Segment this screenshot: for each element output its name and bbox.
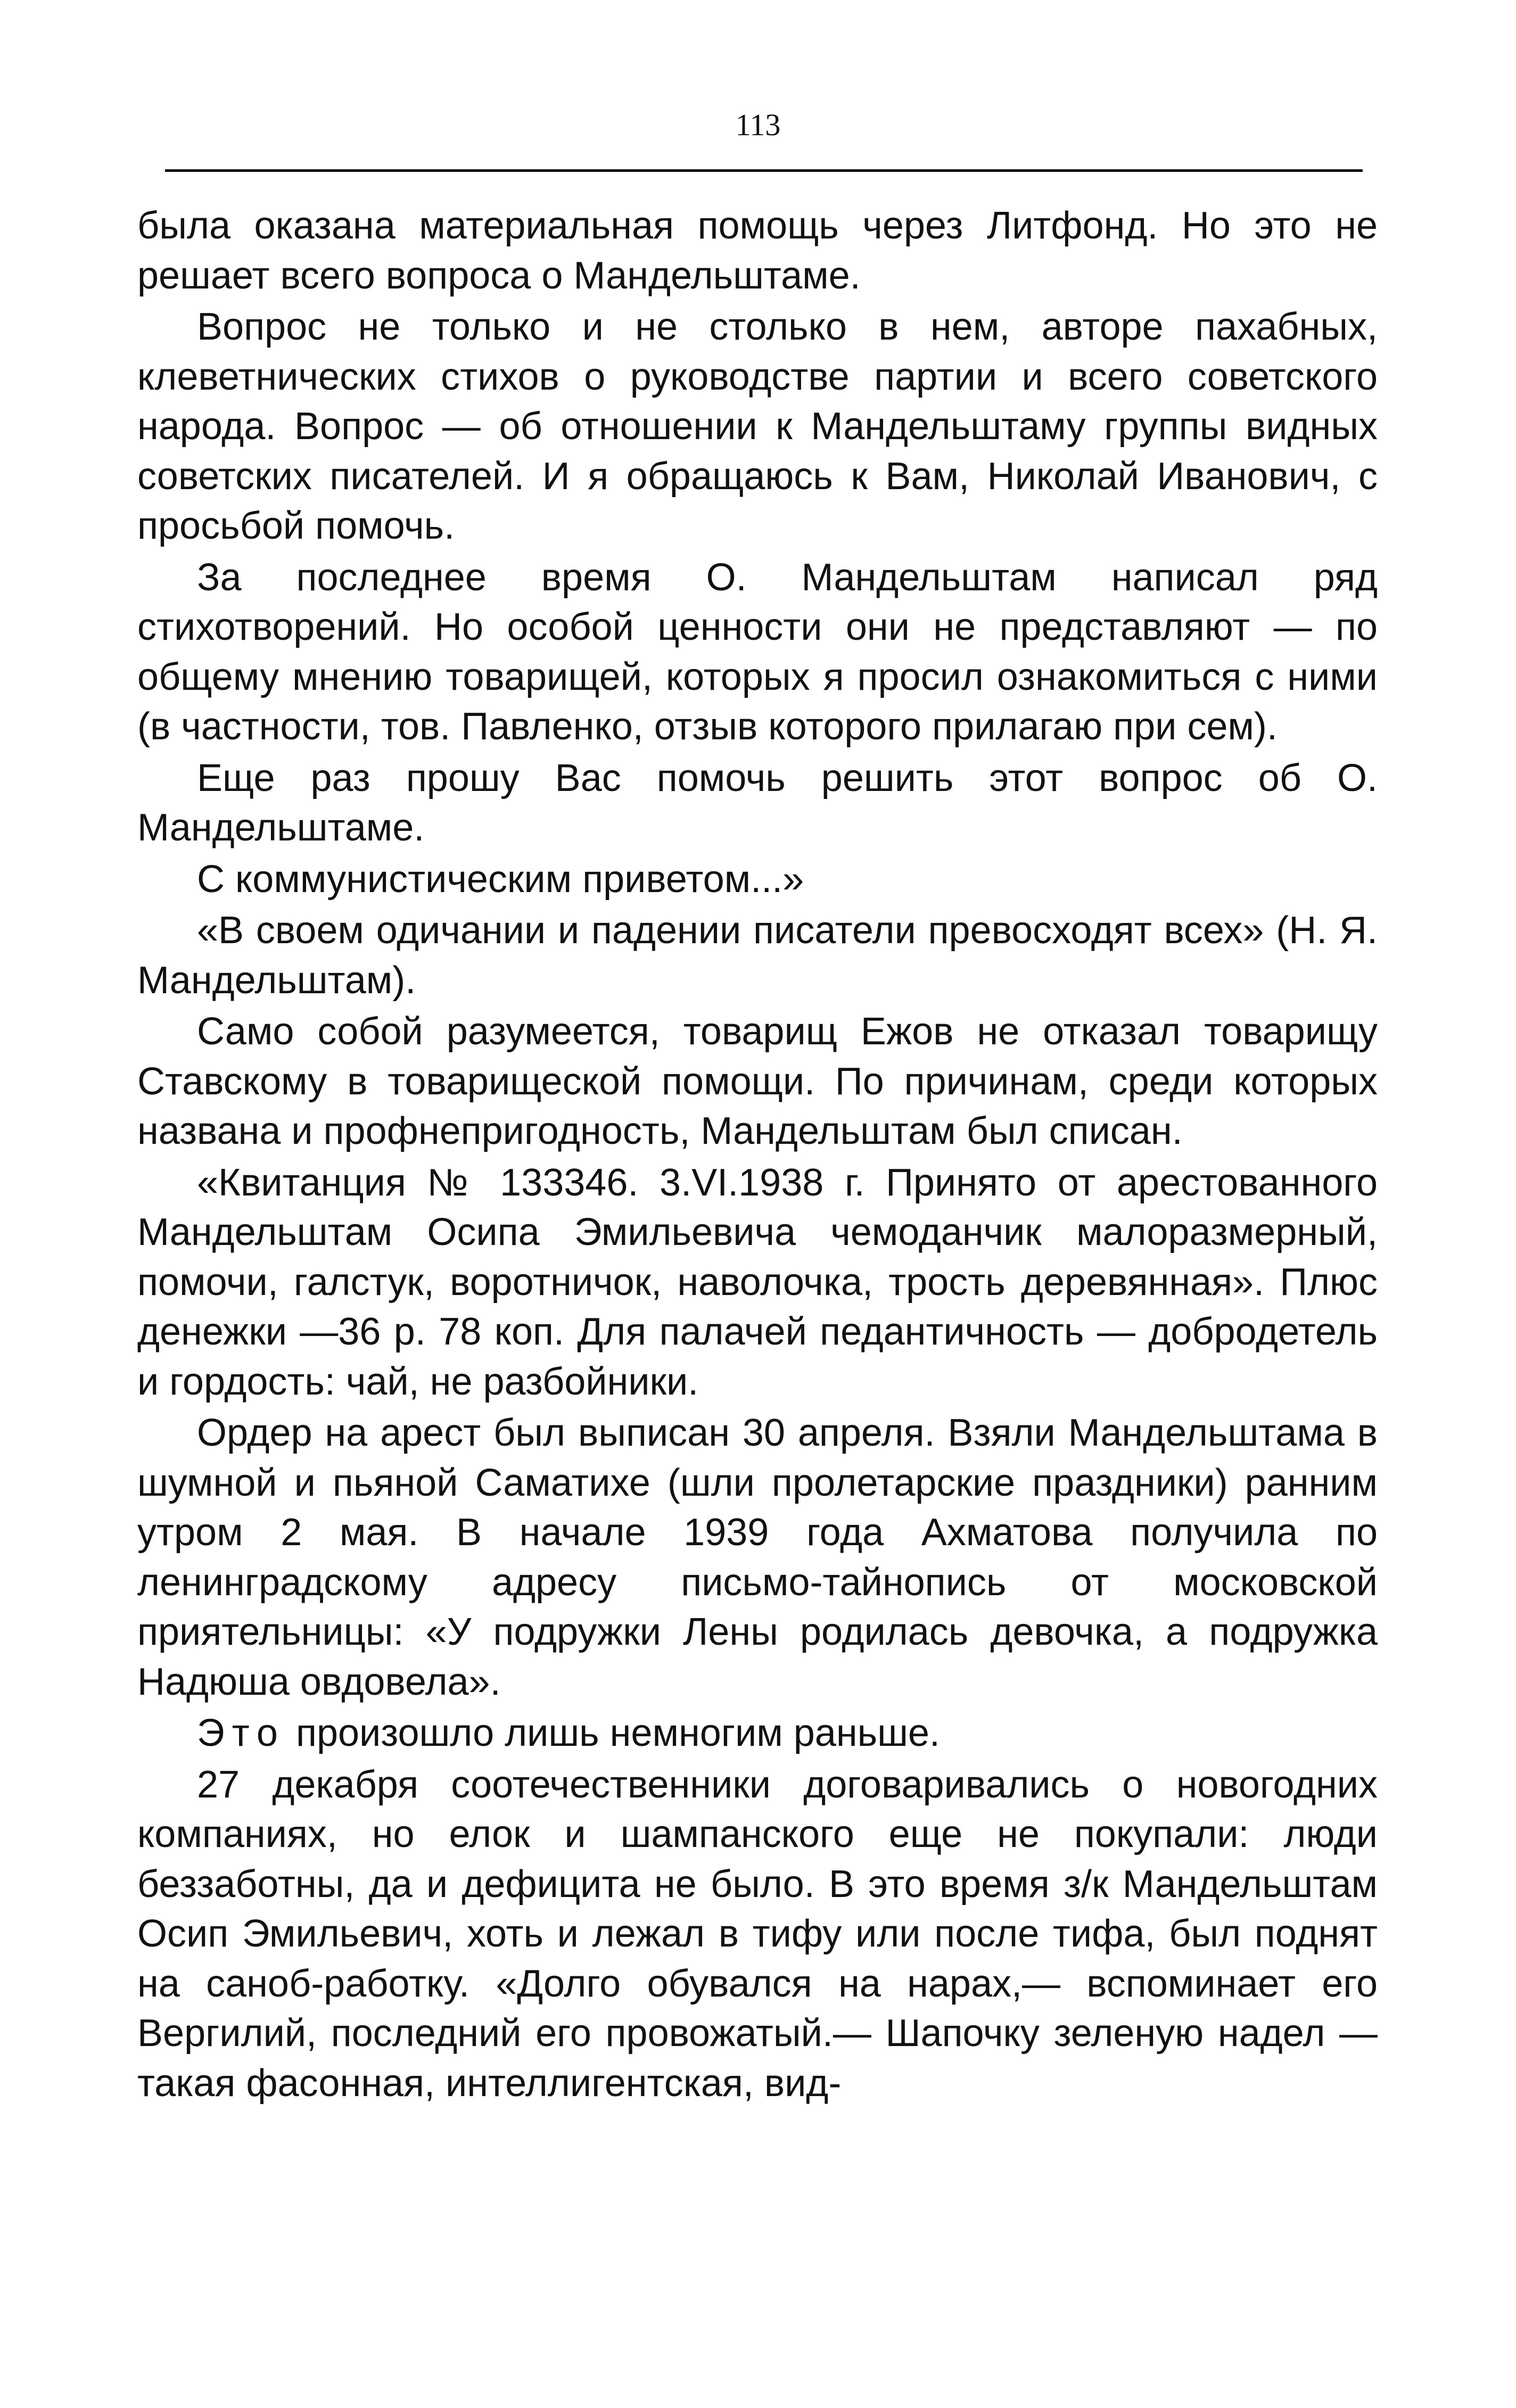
body-text bbox=[137, 201, 1378, 2110]
paragraph-arrest: Ордер на арест был выписан 30 апреля. Взяли Мандельштама в шумной и пьяной Саматихе (шли пролетарские праздники) ранним утром 2 мая. В начале 1939 года Ахматова получила по ленинградскому адресу письмо-тайнопись от московской приятельницы: «У подружки Лены родилась девочка, а подружка Надюша овдовела». bbox=[137, 1412, 1378, 1703]
paragraph-ezhov: Само собой разумеется, товарищ Ежов не отказал товарищу Ставскому в товарищеской помощи. По причинам, среди которых названа и профнепригодность, Мандельштам был списан. bbox=[137, 1010, 1378, 1152]
header-rule bbox=[165, 169, 1363, 172]
paragraph-closing: С коммунистическим приветом...» bbox=[197, 857, 804, 901]
paragraph-poems: За последнее время О. Мандельштам написал ряд стихотворений. Но особой ценности они не представляют — по общему мнению товарищей, которых я просил ознакомиться с ними (в частности, тов. Павленко, отзыв которого прилагаю при сем). bbox=[137, 556, 1378, 748]
paragraph-receipt: «Квитанция № 133346. 3.VI.1938 г. Принято от арестованного Мандельштам Осипа Эмильевича чемоданчик малоразмерный, помочи, галстук, воротничок, наволочка, трость деревянная». Плюс денежки —36 р. 78 коп. Для палачей педантичность — добродетель и гордость: чай, не разбойники. bbox=[137, 1161, 1378, 1403]
paragraph-continuation: была оказана материальная помощь через Литфонд. Но это не решает всего вопроса о Мандельштаме. bbox=[137, 204, 1378, 297]
paragraph-question: Вопрос не только и не столько в нем, авторе пахабных, клеветнических стихов о руководстве партии и всего советского народа. Вопрос — об отношении к Мандельштаму группы видных советских писателей. И я обращаюсь к Вам, Николай Иванович, с просьбой помочь. bbox=[137, 306, 1378, 547]
paragraph-december: 27 декабря соотечественники договаривались о новогодних компаниях, но елок и шампанского еще не покупали: люди беззаботны, да и дефицита не было. В это время з/к Мандельштам Осип Эмильевич, хоть и лежал в тифу или после тифа, был поднят на саноб-работку. «Долго обувался на нарах,— вспоминает его Вергилий, последний его провожатый.— Шапочку зеленую надел — такая фасонная, интеллигентская, вид- bbox=[137, 1763, 1378, 2105]
spaced-emphasis: Это bbox=[197, 1712, 285, 1754]
paragraph-earlier bbox=[137, 1709, 1378, 1759]
paragraph-quote: «В своем одичании и падении писатели превосходят всех» (Н. Я. Мандельштам). bbox=[137, 909, 1378, 1002]
page-number: 113 bbox=[735, 108, 781, 142]
paragraph-earlier-rest: произошло лишь немногим раньше. bbox=[285, 1712, 940, 1754]
paragraph-request: Еще раз прошу Вас помочь решить этот вопрос об О. Мандельштаме. bbox=[137, 756, 1378, 849]
